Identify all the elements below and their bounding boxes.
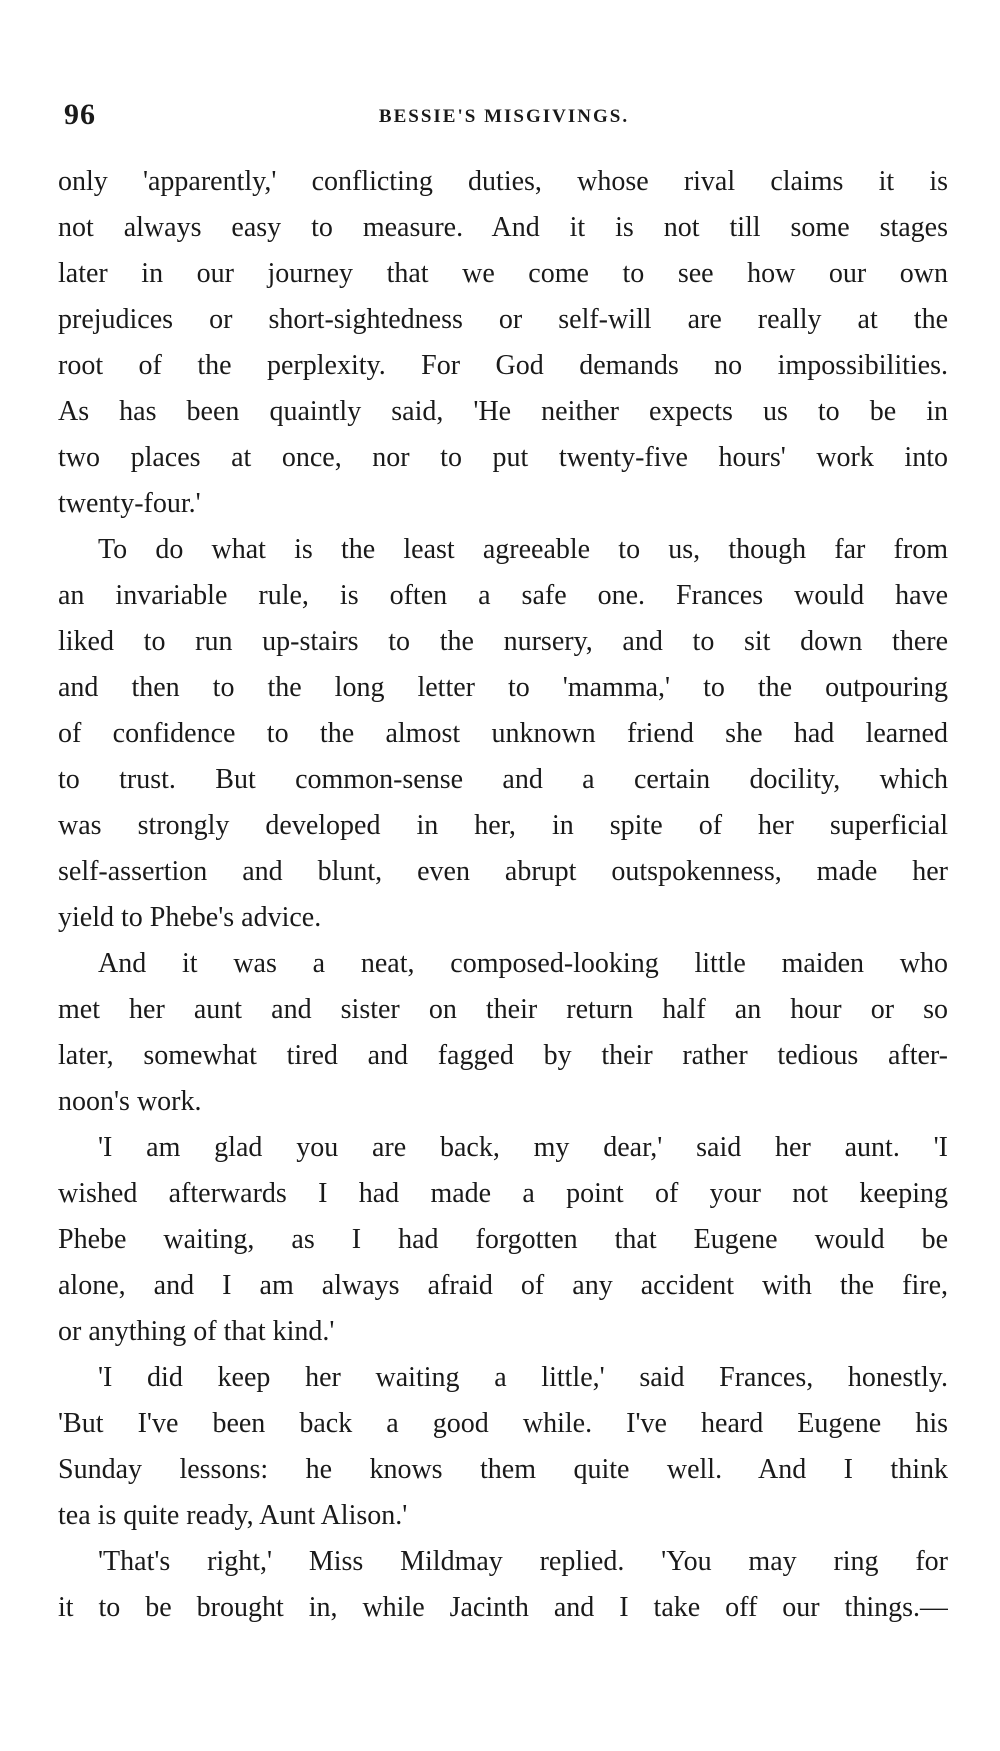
text-line: later in our journey that we come to see how our own	[58, 258, 948, 289]
page-number: 96	[64, 98, 96, 131]
text-line: it to be brought in, while Jacinth and I take off our things.—	[58, 1592, 948, 1623]
text-line: 'I am glad you are back, my dear,' said her aunt. 'I	[98, 1132, 948, 1163]
text-line: met her aunt and sister on their return half an hour or so	[58, 994, 948, 1025]
text-line: an invariable rule, is often a safe one. Frances would have	[58, 580, 948, 611]
text-line: was strongly developed in her, in spite of her superficial	[58, 810, 948, 841]
running-head	[64, 98, 944, 138]
text-line: noon's work.	[58, 1086, 202, 1117]
body-text	[58, 159, 948, 1631]
text-line: and then to the long letter to 'mamma,' to the outpouring	[58, 672, 948, 703]
text-line: or anything of that kind.'	[58, 1316, 335, 1347]
text-line: twenty-four.'	[58, 488, 201, 519]
text-line: tea is quite ready, Aunt Alison.'	[58, 1500, 408, 1531]
text-line: root of the perplexity. For God demands no impossibilities.	[58, 350, 948, 381]
text-line: not always easy to measure. And it is not till some stages	[58, 212, 948, 243]
text-line: only 'apparently,' conflicting duties, whose rival claims it is	[58, 166, 948, 197]
text-line: 'I did keep her waiting a little,' said Frances, honestly.	[98, 1362, 948, 1393]
running-title: BESSIE'S MISGIVINGS.	[378, 106, 630, 127]
text-line: self-assertion and blunt, even abrupt outspokenness, made her	[58, 856, 948, 887]
text-line: 'But I've been back a good while. I've heard Eugene his	[58, 1408, 948, 1439]
text-line: And it was a neat, composed-looking little maiden who	[98, 948, 948, 979]
text-line: prejudices or short-sightedness or self-will are really at the	[58, 304, 948, 335]
text-line: alone, and I am always afraid of any accident with the fire,	[58, 1270, 948, 1301]
text-line: two places at once, nor to put twenty-five hours' work into	[58, 442, 948, 473]
text-line: to trust. But common-sense and a certain docility, which	[58, 764, 948, 795]
text-line: of confidence to the almost unknown friend she had learned	[58, 718, 948, 749]
text-line: Phebe waiting, as I had forgotten that Eugene would be	[58, 1224, 948, 1255]
text-line: wished afterwards I had made a point of your not keeping	[58, 1178, 948, 1209]
text-line: liked to run up-stairs to the nursery, and to sit down there	[58, 626, 948, 657]
text-line: As has been quaintly said, 'He neither expects us to be in	[58, 396, 948, 427]
text-line: Sunday lessons: he knows them quite well. And I think	[58, 1454, 948, 1485]
text-line: yield to Phebe's advice.	[58, 902, 322, 933]
text-line: later, somewhat tired and fagged by their rather tedious after-	[58, 1040, 948, 1071]
text-line: 'That's right,' Miss Mildmay replied. 'You may ring for	[98, 1546, 948, 1577]
text-line: To do what is the least agreeable to us, though far from	[98, 534, 948, 565]
